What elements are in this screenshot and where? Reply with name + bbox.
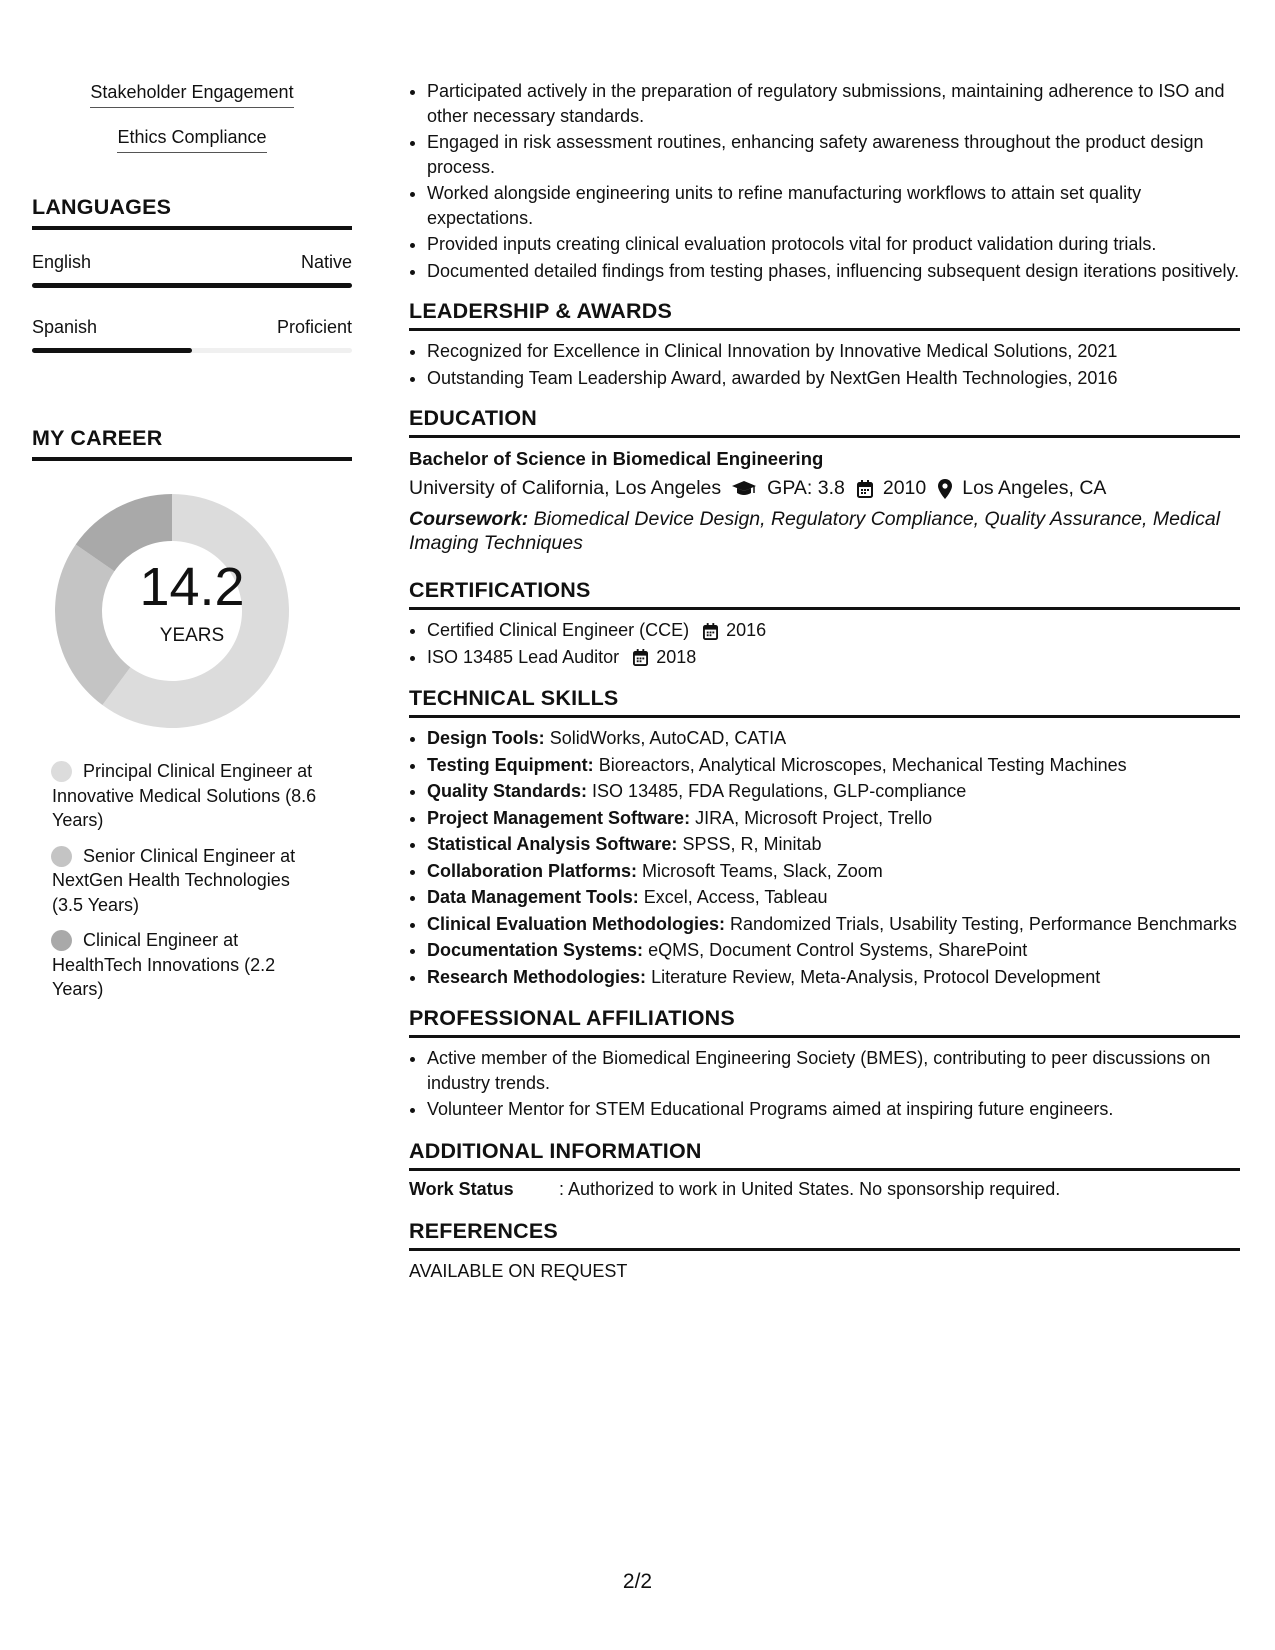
language-item xyxy=(32,317,352,353)
calendar-icon xyxy=(633,649,648,666)
language-item xyxy=(32,252,352,288)
affiliations-list xyxy=(409,1046,1240,1122)
experience-bullet: • Documented detailed findings from testing phases, influencing subsequent design iterations positively. xyxy=(427,259,1240,284)
career-legend-label: Clinical Engineer at HealthTech Innovations (2.2 Years) xyxy=(52,930,276,999)
technical-skill-item xyxy=(427,779,1240,804)
skill-category: Clinical Evaluation Methodologies: xyxy=(427,913,726,934)
career-unit-label: YEARS xyxy=(159,625,225,646)
career-legend-label: Senior Clinical Engineer at NextGen Health Technologies (3.5 Years) xyxy=(52,845,296,915)
technical-skills-heading: TECHNICAL SKILLS xyxy=(409,686,1240,718)
coursework-label: Coursework: xyxy=(409,508,529,530)
technical-skill-item xyxy=(427,726,1240,751)
skill-category: Data Management Tools: xyxy=(427,887,639,907)
language-bar-fill xyxy=(32,283,352,288)
career-total-years: 14.2 xyxy=(139,557,245,617)
right-column xyxy=(409,79,1240,1282)
career-legend-item xyxy=(32,759,352,833)
career-legend xyxy=(32,759,352,1002)
skill-values: SPSS, R, Minitab xyxy=(682,834,822,854)
technical-skills-list xyxy=(409,726,1240,989)
experience-bullet: • Participated actively in the preparation of regulatory submissions, maintaining adherence to ISO and other necessary standards. xyxy=(427,79,1240,128)
work-status-row xyxy=(409,1179,1240,1200)
certification-item xyxy=(427,645,1240,670)
certification-name: ISO 13485 Lead Auditor xyxy=(427,646,620,667)
language-bar-fill xyxy=(32,348,192,353)
skill-category: Project Management Software: xyxy=(427,807,691,828)
education-heading: EDUCATION xyxy=(409,406,1240,438)
technical-skill-item xyxy=(427,938,1240,963)
education-location: Los Angeles, CA xyxy=(962,477,1107,499)
language-name: Spanish xyxy=(32,317,98,337)
skill-values: JIRA, Microsoft Project, Trello xyxy=(695,807,933,828)
technical-skill-item xyxy=(427,912,1240,937)
award-item: • Outstanding Team Leadership Award, awarded by NextGen Health Technologies, 2016 xyxy=(427,366,1240,391)
additional-info-heading: ADDITIONAL INFORMATION xyxy=(409,1139,1240,1171)
coursework-text: Biomedical Device Design, Regulatory Compliance, Quality Assurance, Medical Imaging Techniques xyxy=(409,508,1221,554)
skill-category: Quality Standards: xyxy=(427,781,588,801)
skill-tag-label: Ethics Compliance xyxy=(117,127,266,153)
technical-skill-item xyxy=(427,859,1240,884)
skill-tag-label: Stakeholder Engagement xyxy=(90,82,293,108)
calendar-icon xyxy=(703,623,718,640)
certifications-list xyxy=(409,618,1240,669)
technical-skill-item xyxy=(427,965,1240,990)
calendar-icon xyxy=(857,480,873,498)
certification-year: 2016 xyxy=(726,620,767,640)
skill-values: Microsoft Teams, Slack, Zoom xyxy=(642,860,883,881)
certifications-heading: CERTIFICATIONS xyxy=(409,578,1240,610)
skill-values: ISO 13485, FDA Regulations, GLP-compliance xyxy=(592,781,967,801)
career-legend-item xyxy=(32,928,352,1002)
technical-skill-item xyxy=(427,885,1240,910)
technical-skill-item xyxy=(427,832,1240,857)
graduation-cap-icon xyxy=(731,480,757,498)
school-name: University of California, Los Angeles xyxy=(409,477,722,499)
page-number: 2/2 xyxy=(622,1570,653,1593)
degree-title: Bachelor of Science in Biomedical Engineering xyxy=(409,448,824,469)
awards-list xyxy=(409,339,1240,390)
awards-heading: LEADERSHIP & AWARDS xyxy=(409,299,1240,331)
skill-category: Documentation Systems: xyxy=(427,940,644,960)
language-name: English xyxy=(32,252,92,272)
skill-values: SolidWorks, AutoCAD, CATIA xyxy=(549,728,787,748)
gpa: GPA: 3.8 xyxy=(767,477,845,499)
graduation-year: 2010 xyxy=(882,477,927,499)
skill-category: Design Tools: xyxy=(427,728,545,748)
skill-category: Statistical Analysis Software: xyxy=(427,834,678,854)
skill-category: Collaboration Platforms: xyxy=(427,860,638,881)
affiliation-item: • Active member of the Biomedical Engineering Society (BMES), contributing to peer discussions on industry trends. xyxy=(427,1046,1240,1095)
experience-bullet: • Worked alongside engineering units to refine manufacturing workflows to attain set quality expectations. xyxy=(427,181,1240,230)
technical-skill-item xyxy=(427,806,1240,831)
skill-values: Literature Review, Meta-Analysis, Protocol Development xyxy=(651,966,1101,987)
work-status-value: : Authorized to work in United States. No sponsorship required. xyxy=(559,1178,1061,1199)
career-legend-label: Principal Clinical Engineer at Innovative Medical Solutions (8.6 Years) xyxy=(52,761,317,830)
certification-name: Certified Clinical Engineer (CCE) xyxy=(427,620,690,640)
career-donut xyxy=(32,491,352,751)
career-heading: MY CAREER xyxy=(32,426,352,461)
references-heading: REFERENCES xyxy=(409,1219,1240,1251)
skill-tag xyxy=(32,82,352,108)
career-legend-item xyxy=(32,844,352,918)
language-level: Proficient xyxy=(276,317,352,337)
skill-category: Testing Equipment: xyxy=(427,754,594,775)
coursework xyxy=(409,507,1240,555)
award-item: • Recognized for Excellence in Clinical Innovation by Innovative Medical Solutions, 2021 xyxy=(427,339,1240,364)
references-text: AVAILABLE ON REQUEST xyxy=(409,1260,628,1281)
technical-skill-item xyxy=(427,753,1240,778)
skill-values: Excel, Access, Tableau xyxy=(643,887,828,907)
skill-tag xyxy=(32,127,352,153)
experience-bullet: • Provided inputs creating clinical evaluation protocols vital for product validation during trials. xyxy=(427,232,1240,257)
skill-category: Research Methodologies: xyxy=(427,966,647,987)
language-bar xyxy=(32,348,352,353)
languages-heading: LANGUAGES xyxy=(32,195,352,230)
certification-item xyxy=(427,618,1240,643)
career-donut-chart xyxy=(32,491,352,751)
experience-bullets xyxy=(409,79,1240,283)
language-bar xyxy=(32,283,352,288)
work-status-label: Work Status xyxy=(409,1178,514,1199)
left-column xyxy=(32,82,352,1013)
location-pin-icon xyxy=(938,479,952,499)
skill-values: Bioreactors, Analytical Microscopes, Mechanical Testing Machines xyxy=(598,754,1127,775)
certification-year: 2018 xyxy=(656,646,697,667)
education-meta xyxy=(409,477,1240,500)
affiliation-item: • Volunteer Mentor for STEM Educational Programs aimed at inspiring future engineers. xyxy=(427,1097,1240,1122)
skill-values: Randomized Trials, Usability Testing, Performance Benchmarks xyxy=(730,913,1237,934)
skill-values: eQMS, Document Control Systems, SharePoint xyxy=(648,940,1028,960)
affiliations-heading: PROFESSIONAL AFFILIATIONS xyxy=(409,1006,1240,1038)
experience-bullet: • Engaged in risk assessment routines, enhancing safety awareness throughout the product design process. xyxy=(427,130,1240,179)
language-level: Native xyxy=(300,252,352,272)
